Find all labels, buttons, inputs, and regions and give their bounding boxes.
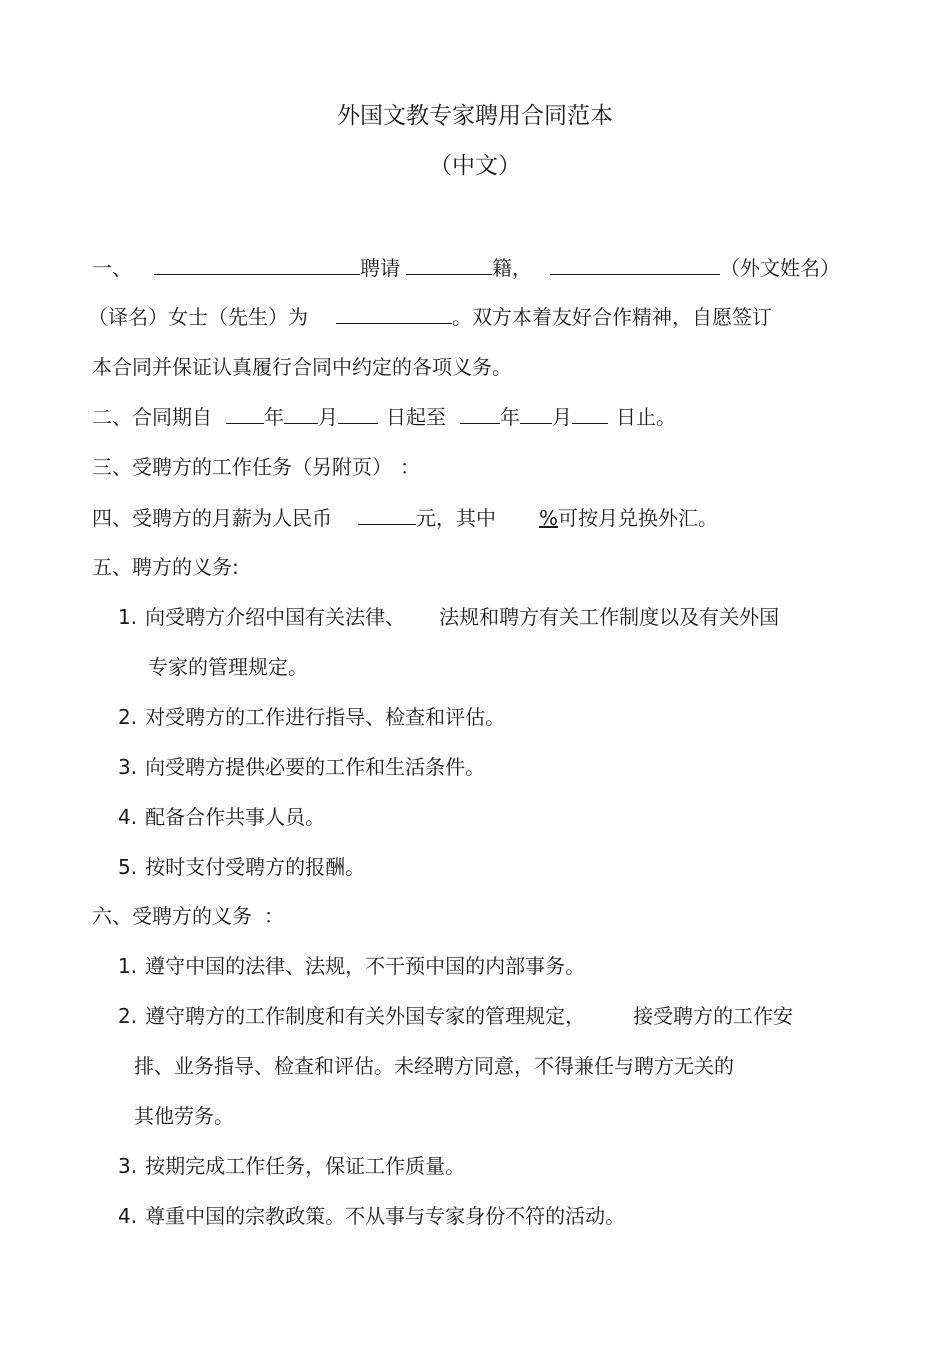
item-number: 3. [118,1154,138,1178]
item-text: 对受聘方的工作进行指导、检查和评估。 [145,705,506,729]
item-text: 向受聘方介绍中国有关法律、 [145,605,406,629]
item-text-b: 接受聘方的工作安 [633,1004,794,1028]
item-text: 配备合作共事人员。 [145,805,326,829]
page-title: 外国文教专家聘用合同范本 [337,103,613,129]
item-text-b: 法规和聘方有关工作制度以及有关外国 [439,605,780,629]
work-tasks-label: 三、受聘方的工作任务（另附页） [92,455,382,479]
item-number: 1. [118,605,138,629]
end-month-label: 月 [552,405,572,429]
clause1-line1 [92,254,840,282]
item-number: 3. [118,755,138,779]
clause5-item3 [118,753,485,781]
clause5-item1-continued: 专家的管理规定。 [148,655,308,679]
start-year-blank[interactable] [226,403,264,424]
yuan-label: 元，其中 [416,506,496,530]
clause6-colon: ： [264,904,284,928]
item-text: 按期完成工作任务，保证工作质量。 [145,1154,466,1178]
clause5-item2 [118,703,505,731]
clause6-item2 [118,1002,793,1030]
start-year-label: 年 [264,405,284,429]
end-label: 日止。 [616,405,676,429]
clause6-item2-continued-1: 排、业务指导、检查和评估。未经聘方同意，不得兼任与聘方无关的 [134,1054,734,1078]
item-text: 遵守中国的法律、法规，不干预中国的内部事务。 [145,954,586,978]
end-year-blank[interactable] [460,403,500,424]
clause1-line2 [88,303,772,331]
clause2-line [92,403,676,431]
foreign-name-blank[interactable] [550,254,720,275]
clause6-heading [92,902,284,930]
contract-period-label: 二、合同期自 [92,405,212,429]
salary-blank[interactable] [358,504,416,525]
start-month-blank[interactable] [284,403,318,424]
item-text: 向受聘方提供必要的工作和生活条件。 [145,755,486,779]
item-text: 按时支付受聘方的报酬。 [145,855,366,879]
clause6-item4 [118,1202,625,1230]
nationality-blank[interactable] [406,254,492,275]
item-number: 5. [118,855,138,879]
exchange-label: 可按月兑换外汇。 [558,506,718,530]
clause6-item3 [118,1152,465,1180]
foreign-name-label: （外文姓名） [720,256,840,280]
percent-blank[interactable]: % [538,506,558,530]
employer-blank[interactable] [154,254,360,275]
page-subtitle: （中文） [429,153,521,179]
clause5-item5 [118,853,365,881]
end-month-blank[interactable] [520,403,552,424]
nationality-label: 籍， [492,256,532,280]
hire-label: 聘请 [360,256,400,280]
end-year-label: 年 [500,405,520,429]
cooperation-text: 。双方本着友好合作精神，自愿签订 [452,305,772,329]
until-label: 日起至 [386,405,446,429]
start-month-label: 月 [318,405,338,429]
start-day-blank[interactable] [338,403,378,424]
item-number: 2. [118,1004,138,1028]
item-number: 4. [118,805,138,829]
item-number: 4. [118,1204,138,1228]
salary-label: 四、受聘方的月薪为人民币 [92,506,332,530]
clause5-item4 [118,803,325,831]
item-number: 2. [118,705,138,729]
clause1-line3: 本合同并保证认真履行合同中约定的各项义务。 [92,355,512,379]
clause1-number: 一、 [92,256,132,280]
translated-name-label: （译名）女士（先生）为 [88,305,308,329]
clause4-line [92,504,718,532]
clause6-heading-text: 六、受聘方的义务 [92,904,252,928]
clause3-line [92,453,420,481]
end-day-blank[interactable] [572,403,608,424]
work-tasks-colon: ： [400,455,420,479]
clause6-item1 [118,952,585,980]
clause6-item2-continued-2: 其他劳务。 [134,1104,234,1128]
position-blank[interactable] [336,303,452,324]
item-text: 尊重中国的宗教政策。不从事与专家身份不符的活动。 [145,1204,626,1228]
item-text: 遵守聘方的工作制度和有关外国专家的管理规定， [145,1004,586,1028]
item-number: 1. [118,954,138,978]
clause5-item1 [118,603,779,631]
clause5-heading: 五、聘方的义务: [92,555,239,579]
